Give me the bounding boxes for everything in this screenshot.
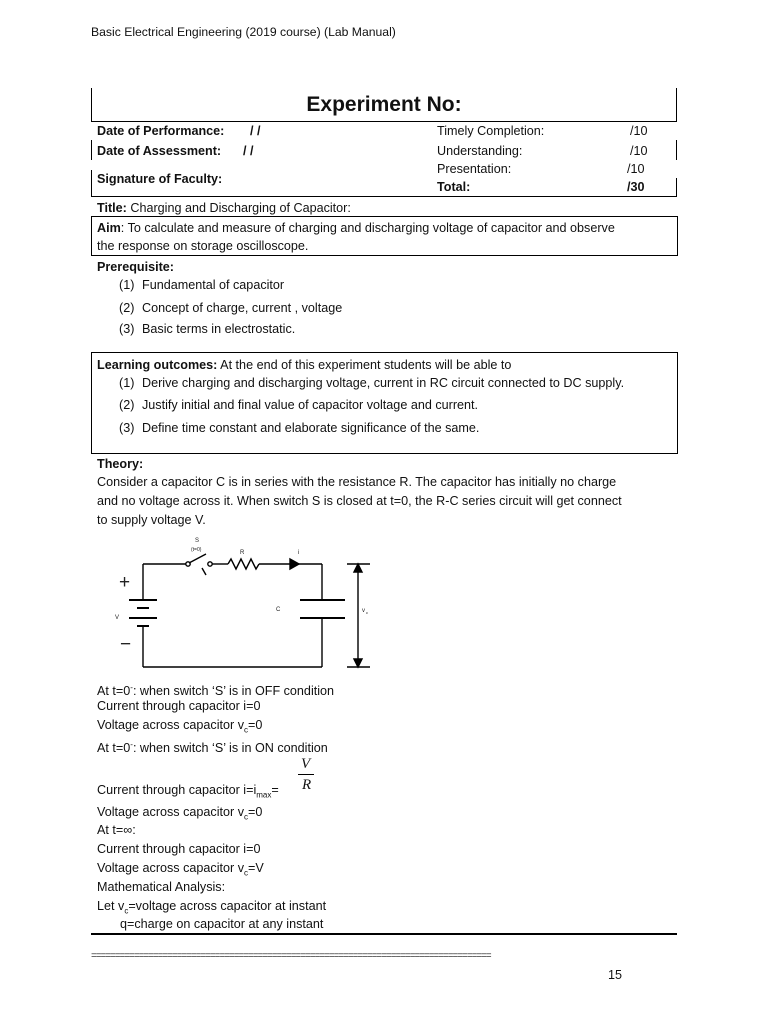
mark-label: Total: (437, 180, 471, 194)
measure-arrowhead (354, 659, 362, 667)
date-performance-label: Date of Performance: (97, 124, 225, 138)
switch-blade (189, 554, 206, 563)
text-part: At t=0 (97, 684, 131, 699)
list-item: Fundamental of capacitor (142, 278, 285, 292)
aim-label: Aim (97, 221, 121, 235)
current-label: i (298, 550, 300, 556)
title-text: Charging and Discharging of Capacitor: (130, 201, 351, 215)
mark-value: /10 (630, 144, 648, 158)
text-part: Voltage across capacitor v (97, 718, 245, 732)
title-label: Title: (97, 201, 127, 215)
list-item: Basic terms in electrostatic. (142, 322, 296, 336)
list-item: Derive charging and discharging voltage, current in RC circuit connected to DC supply. (142, 376, 625, 390)
vc-sub-label: c (366, 610, 368, 615)
subscript: c (244, 812, 249, 822)
vc-label: v (362, 608, 365, 614)
switch-arrow (202, 568, 206, 575)
outcomes-intro (97, 357, 511, 373)
text-part: At t=0 (97, 741, 131, 756)
theory-paragraph: and no voltage across it. When switch S is closed at t=0, the R-C series circuit will get connect (97, 494, 622, 508)
theory-heading: Theory: (97, 457, 144, 471)
superscript: - (130, 740, 133, 749)
text-part: =voltage across capacitor at instant (128, 899, 327, 913)
mark-label: Presentation: (437, 162, 512, 176)
subscript: max (256, 790, 272, 800)
analysis-line: q=charge on capacitor at any instant (120, 917, 324, 931)
mark-value: /10 (627, 162, 645, 176)
list-item: Justify initial and final value of capacitor voltage and current. (142, 398, 479, 412)
fraction-bar (298, 774, 314, 775)
text-part: Voltage across capacitor v (97, 861, 245, 875)
analysis-line: Mathematical Analysis: (97, 880, 226, 894)
switch-sub-label: (t=0) (191, 547, 202, 553)
aim-line-1 (97, 220, 615, 236)
text-part: : when switch ‘S’ is in ON condition (132, 741, 328, 756)
date-assessment-label: Date of Assessment: (97, 144, 222, 158)
list-number: (1) (119, 376, 135, 390)
fraction-numerator: V (301, 756, 311, 772)
subscript: c (124, 906, 129, 916)
resistor (228, 559, 259, 569)
resistor-label: R (240, 550, 245, 556)
date-assessment-value: / / (243, 144, 254, 158)
footer-separator: ==================================================================================== (91, 950, 491, 961)
mark-value: /30 (627, 180, 645, 194)
box-border (91, 121, 677, 122)
box-border (91, 140, 92, 160)
outcomes-intro-text: At the end of this experiment students will be able to (217, 358, 512, 372)
box-border (676, 178, 677, 196)
list-number: (2) (119, 301, 135, 315)
outcomes-label: Learning outcomes: (97, 358, 218, 372)
running-header: Basic Electrical Engineering (2019 course) (Lab Manual) (91, 25, 396, 39)
analysis-line: Current through capacitor i=0 (97, 699, 261, 713)
box-border (676, 140, 677, 160)
analysis-line: At t=∞: (97, 823, 136, 837)
list-number: (2) (119, 398, 135, 412)
experiment-heading: Experiment No: (306, 93, 462, 116)
fraction-denominator: R (302, 777, 312, 793)
theory-paragraph: to supply voltage V. (97, 513, 206, 527)
box-border (91, 170, 92, 196)
mark-value: /10 (630, 124, 648, 138)
box-border (91, 196, 677, 197)
analysis-line (97, 782, 279, 804)
theory-paragraph: Consider a capacitor C is in series with the resistance R. The capacitor has initially no charge (97, 475, 617, 489)
analysis-line (97, 680, 334, 699)
superscript: - (130, 683, 133, 692)
title-line (97, 200, 351, 216)
analysis-line (97, 737, 328, 756)
source-label: V (115, 615, 120, 621)
rc-circuit-diagram (100, 532, 390, 677)
page-number: 15 (608, 968, 623, 982)
mark-label: Timely Completion: (437, 124, 545, 138)
date-performance-value: / / (250, 124, 261, 138)
text-part: Voltage across capacitor v (97, 805, 245, 819)
list-number: (3) (119, 421, 135, 435)
capacitor-label: C (276, 607, 281, 613)
switch-contact (208, 562, 212, 566)
text-part: =V (248, 861, 264, 875)
subscript: c (244, 868, 249, 878)
aim-line-2: the response on storage oscilloscope. (97, 239, 309, 253)
list-number: (3) (119, 322, 135, 336)
text-part: Let v (97, 899, 125, 913)
analysis-line (97, 717, 262, 739)
mark-label: Understanding: (437, 144, 523, 158)
aim-text: : To calculate and measure of charging and discharging voltage of capacitor and observe (120, 221, 615, 235)
analysis-line: Current through capacitor i=0 (97, 842, 261, 856)
switch-label: S (195, 538, 200, 544)
prerequisite-heading: Prerequisite: (97, 260, 174, 274)
text-part: =0 (248, 718, 263, 732)
bottom-rule (91, 933, 677, 935)
subscript: c (244, 725, 249, 735)
signature-label: Signature of Faculty: (97, 172, 223, 186)
plus-sign: + (119, 572, 131, 593)
list-item: Define time constant and elaborate significance of the same. (142, 421, 480, 435)
minus-sign: − (120, 634, 132, 655)
text-part: = (271, 783, 279, 797)
text-part: =0 (248, 805, 263, 819)
text-part: Current through capacitor i=i (97, 783, 257, 797)
current-arrow (290, 559, 299, 569)
list-item: Concept of charge, current , voltage (142, 301, 343, 315)
text-part: : when switch ‘S’ is in OFF condition (132, 684, 335, 699)
list-number: (1) (119, 278, 135, 292)
measure-arrowhead (354, 564, 362, 572)
